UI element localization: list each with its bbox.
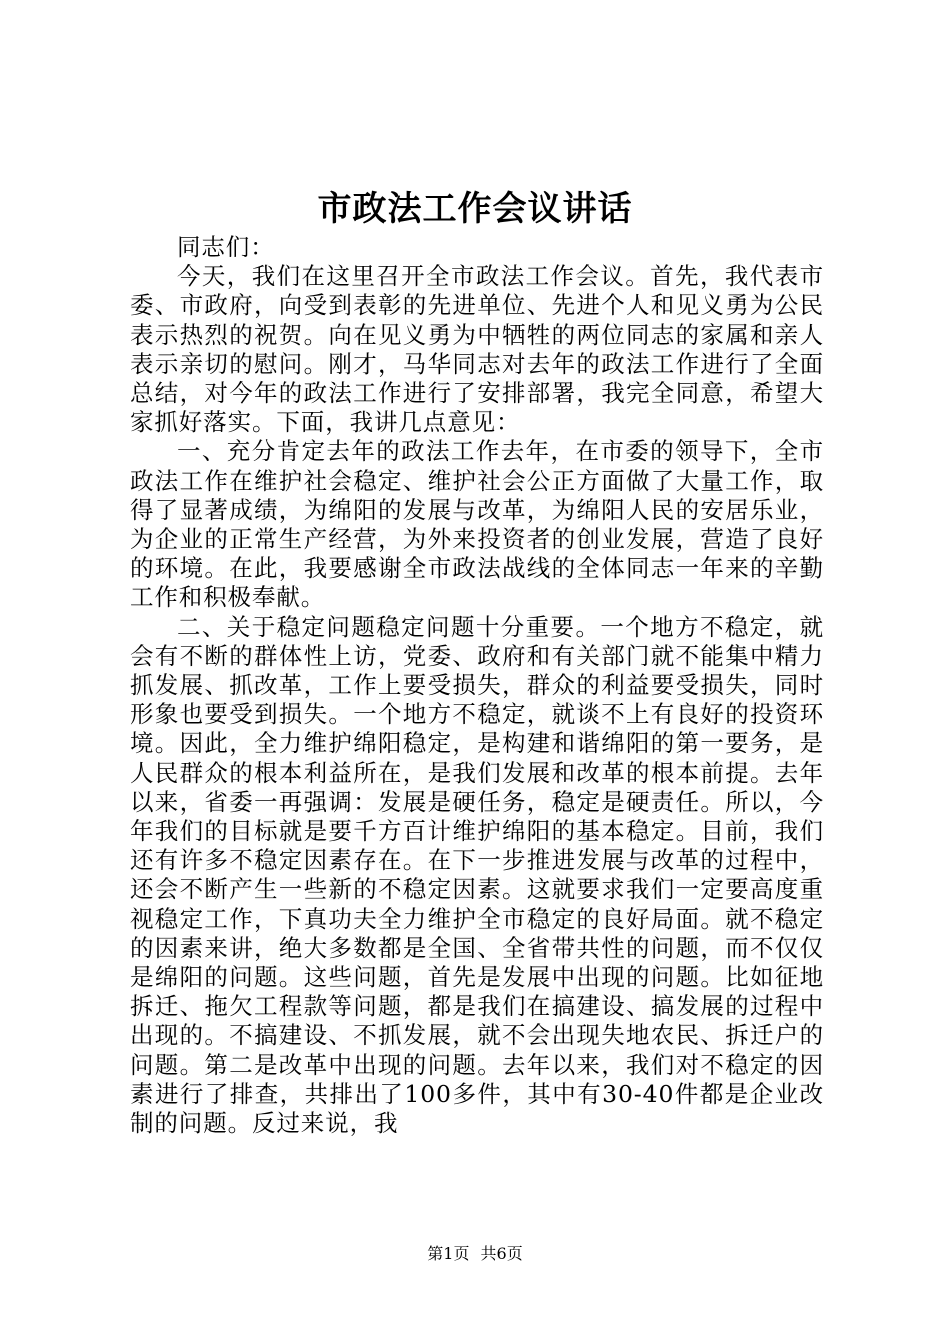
page-footer xyxy=(0,1243,950,1265)
paragraph-section-two: 二、关于稳定问题稳定问题十分重要。一个地方不稳定，就会有不断的群体性上访，党委、政府和有关部门就不能集中精力抓发展、抓改革，工作上要受损失，群众的利益要受损失，同时形象也要受到损失。一个地方不稳定，就谈不上有良好的投资环境。因此，全力维护绵阳稳定，是构建和谐绵阳的第一要务，是人民群众的根本利益所在，是我们发展和改革的根本前提。去年以来，省委一再强调：发展是硬任务，稳定是硬责任。所以，今年我们的目标就是要千方百计维护绵阳的基本稳定。目前，我们还有许多不稳定因素存在。在下一步推进发展与改革的过程中，还会不断产生一些新的不稳定因素。这就要求我们一定要高度重视稳定工作，下真功夫全力维护全市稳定的良好局面。就不稳定的因素来讲，绝大多数都是全国、全省带共性的问题，而不仅仅是绵阳的问题。这些问题，首先是发展中出现的问题。比如征地拆迁、拖欠工程款等问题，都是我们在搞建设、搞发展的过程中出现的。不搞建设、不抓发展，就不会出现失地农民、拆迁户的问题。第二是改革中出现的问题。去年以来，我们对不稳定的因素进行了排查，共排出了100多件，其中有30-40件都是企业改制的问题。反过来说，我 xyxy=(130,612,824,1138)
page-number: 第1页 xyxy=(427,1244,470,1263)
paragraph-opening: 今天，我们在这里召开全市政法工作会议。首先，我代表市委、市政府，向受到表彰的先进单位、先进个人和见义勇为公民表示热烈的祝贺。向在见义勇为中牺牲的两位同志的家属和亲人表示亲切的慰问。刚才，马华同志对去年的政法工作进行了全面总结，对今年的政法工作进行了安排部署，我完全同意，希望大家抓好落实。下面，我讲几点意见： xyxy=(130,262,824,437)
document-body xyxy=(130,233,824,1138)
document-title: 市政法工作会议讲话 xyxy=(317,189,633,229)
paragraph-salutation: 同志们： xyxy=(177,233,275,261)
paragraph-section-one: 一、充分肯定去年的政法工作去年，在市委的领导下，全市政法工作在维护社会稳定、维护社会公正方面做了大量工作，取得了显著成绩，为绵阳的发展与改革，为绵阳人民的安居乐业，为企业的正常生产经营，为外来投资者的创业发展，营造了良好的环境。在此，我要感谢全市政法战线的全体同志一年来的辛勤工作和积极奉献。 xyxy=(130,437,824,612)
page-total: 共6页 xyxy=(480,1244,523,1263)
